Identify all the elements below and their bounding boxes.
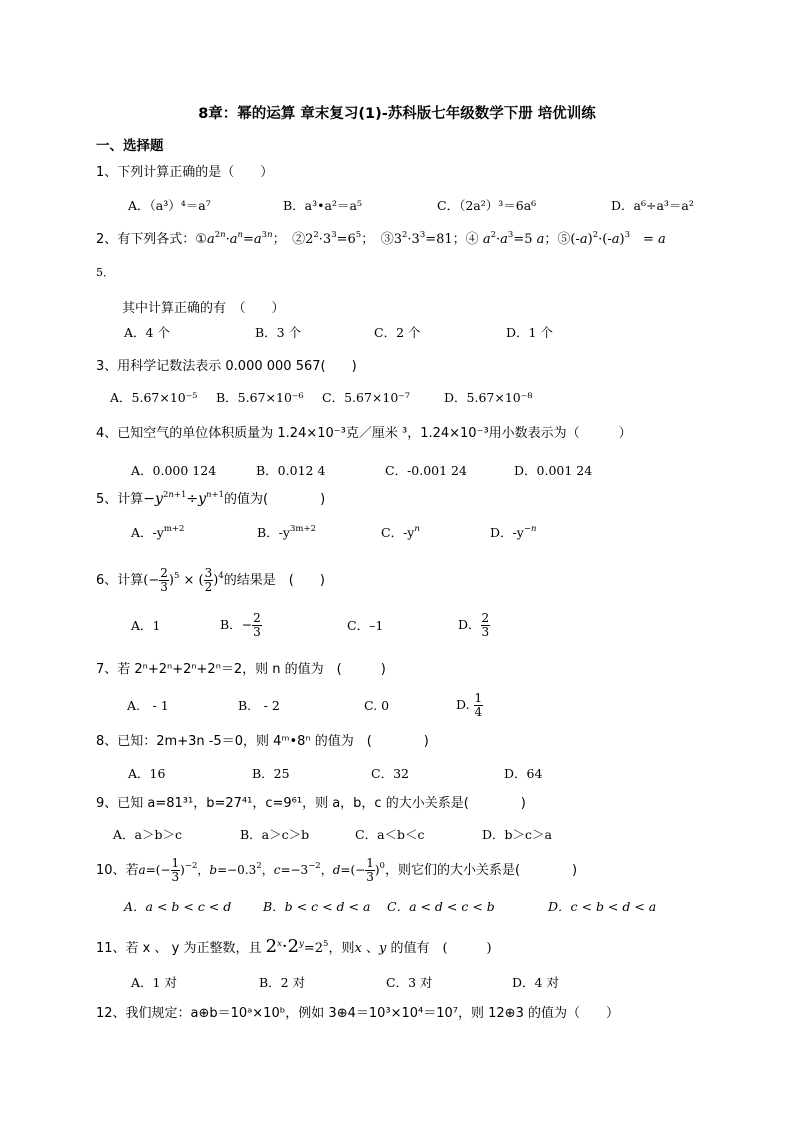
question-7-option-b: B. - 2 xyxy=(238,698,280,713)
question-4-option-b: B．0.012 4 xyxy=(256,463,326,478)
question-5-option-a-text: A．-y xyxy=(131,525,164,540)
question-6-option-d: D． $\frac{2}{3}$ xyxy=(458,611,490,639)
question-1-option-d: D．a⁶÷a³＝a² xyxy=(611,198,694,213)
question-4-option-a: A．0.000 124 xyxy=(131,463,217,478)
question-2-option-b: B．3 个 xyxy=(255,325,302,340)
question-2-tail: 5． xyxy=(96,266,114,279)
question-1-option-b: B．a³•a²＝a⁵ xyxy=(283,198,362,213)
question-6-stem xyxy=(96,566,325,596)
question-7-option-d-text: D. xyxy=(456,697,470,712)
question-2-stem xyxy=(96,231,666,249)
question-2-expressions: $a^{2n}\cdot a^n=a^{3n}$； $②2^2\cdot 3^3=6^5$； $③3^2\cdot 3^3=81$；④ $a^2\cdot a^3=5$ a；$⑤(-a)^2\cdot(-a)^3$ = a xyxy=(206,230,666,247)
question-7-option-c: C. 0 xyxy=(364,698,390,713)
question-1-stem: 1、下列计算正确的是（ ） xyxy=(96,165,274,180)
question-11-expression: $2^x\cdot 2^y$ xyxy=(265,936,304,957)
question-7-option-a: A. - 1 xyxy=(127,698,169,713)
question-10-option-d: D．c < b < d < a xyxy=(548,899,657,914)
question-11-option-d: D．4 对 xyxy=(512,975,559,990)
question-9-option-a: A．a＞b＞c xyxy=(113,827,182,842)
question-10-stem xyxy=(96,855,577,886)
question-4-option-c: C．-0.001 24 xyxy=(385,463,467,478)
question-7-stem: 7、若 2ⁿ+2ⁿ+2ⁿ+2ⁿ＝2，则 n 的值为 ( ) xyxy=(96,662,386,677)
question-3-option-a: A．5.67×10⁻⁵ xyxy=(110,390,198,405)
section-heading: 一、选择题 xyxy=(96,138,164,154)
question-5-option-c: C．$-y^n$ xyxy=(381,524,420,540)
question-5-option-d-text: D．-y xyxy=(490,525,524,540)
question-8-option-b: B．25 xyxy=(252,766,290,781)
question-10-expressions: a=(− $\frac{1}{3}$ )$^{-2}$，$b=-0.3^2$，$c=-3^{-2}$，d=(− $\frac{1}{3}$ )$^0$ xyxy=(138,856,385,884)
question-2-option-c: C．2 个 xyxy=(374,325,421,340)
question-5-stem-text: 5、计算 xyxy=(96,492,144,507)
question-10-option-a: A．a < b < c < d xyxy=(124,899,232,914)
question-11-expression-tail: $=2^5$，则x 、y 的值有 ( ) xyxy=(303,939,492,956)
question-9-option-d: D．b＞c＞a xyxy=(482,827,552,842)
question-6-option-d-text: D． xyxy=(458,617,481,632)
question-6-option-a: A．1 xyxy=(131,618,161,633)
question-8-option-c: C．32 xyxy=(371,766,409,781)
question-11-option-b: B．2 对 xyxy=(259,975,306,990)
question-3-stem: 3、用科学记数法表示 0.000 000 567( ) xyxy=(96,359,357,374)
question-10-option-b: B．b < c < d < a xyxy=(263,899,371,914)
question-3-option-d: D．5.67×10⁻⁸ xyxy=(444,390,533,405)
question-6-option-b-text: B． xyxy=(220,617,242,632)
page-title: 8章：幂的运算 章末复习(1)-苏科版七年级数学下册 培优训练 xyxy=(198,106,596,122)
question-5-stem-tail: 的值为( ) xyxy=(224,492,326,507)
question-2-option-d: D．1 个 xyxy=(506,325,553,340)
question-12-stem: 12、我们规定：a⊕b＝10ᵃ×10ᵇ，例如 3⊕4＝10³×10⁴＝10⁷，则 12⊕3 的值为（ ） xyxy=(96,1006,619,1021)
question-9-option-c: C．a＜b＜c xyxy=(355,827,425,842)
question-2-option-a: A．4 个 xyxy=(124,325,170,340)
question-6-expression: (− $\frac{2}{3}$ )$^5$ × ( $\frac{3}{2}$ )$^4$ xyxy=(143,566,224,594)
question-3-option-c: C．5.67×10⁻⁷ xyxy=(322,390,410,405)
question-5-option-b-text: B．-y xyxy=(257,525,290,540)
question-5-option-a: A．$-y^{m+2}$ xyxy=(131,524,185,540)
question-10-option-c: C．a < d < c < b xyxy=(387,899,495,914)
question-9-stem: 9、已知 a=81³¹，b=27⁴¹，c=9⁶¹，则 a，b，c 的大小关系是( ) xyxy=(96,796,526,811)
question-11-option-a: A．1 对 xyxy=(131,975,177,990)
question-5-option-d: D．$-y^{-n}$ xyxy=(490,524,537,540)
question-9-option-b: B．a＞c＞b xyxy=(240,827,310,842)
question-2-substem: 其中计算正确的有 （ ） xyxy=(122,301,285,316)
question-8-stem: 8、已知：2m+3n -5＝0，则 4ᵐ•8ⁿ 的值为 ( ) xyxy=(96,734,429,749)
question-6-option-c: C．–1 xyxy=(347,618,384,633)
question-10-stem-text: 10、若 xyxy=(96,863,139,878)
question-7-option-d: D. $\frac{1}{4}$ xyxy=(456,691,483,719)
question-11-stem-text: 11、若 x 、 y 为正整数，且 xyxy=(96,941,262,956)
question-8-option-a: A．16 xyxy=(128,766,166,781)
question-1-option-c: C．（2a²）³＝6a⁶ xyxy=(437,198,537,213)
question-8-option-d: D．64 xyxy=(504,766,543,781)
question-5-option-b: B．$-y^{3m+2}$ xyxy=(257,524,316,540)
question-11-option-c: C．3 对 xyxy=(386,975,433,990)
question-1-option-a: A．（a³）⁴＝a⁷ xyxy=(128,198,211,213)
question-11-stem xyxy=(96,936,492,960)
question-3-option-b: B．5.67×10⁻⁶ xyxy=(216,390,304,405)
question-10-stem-tail: ，则它们的大小关系是( ) xyxy=(384,863,578,878)
question-4-stem: 4、已知空气的单位体积质量为 1.24×10⁻³克／厘米 ³，1.24×10⁻³用小数表示为（ ） xyxy=(96,426,632,441)
question-6-stem-tail: 的结果是 ( ) xyxy=(223,573,325,588)
question-4-option-d: D．0.001 24 xyxy=(514,463,593,478)
question-5-stem xyxy=(96,490,325,509)
question-6-stem-text: 6、计算 xyxy=(96,573,144,588)
question-6-option-b: B．− $\frac{2}{3}$ xyxy=(220,611,261,639)
question-2-stem-text: 2、有下列各式：① xyxy=(96,232,207,247)
question-5-option-c-text: C．-y xyxy=(381,525,415,540)
question-5-expression: $-y^{2n+1}\div y^{n+1}$ xyxy=(143,490,225,507)
